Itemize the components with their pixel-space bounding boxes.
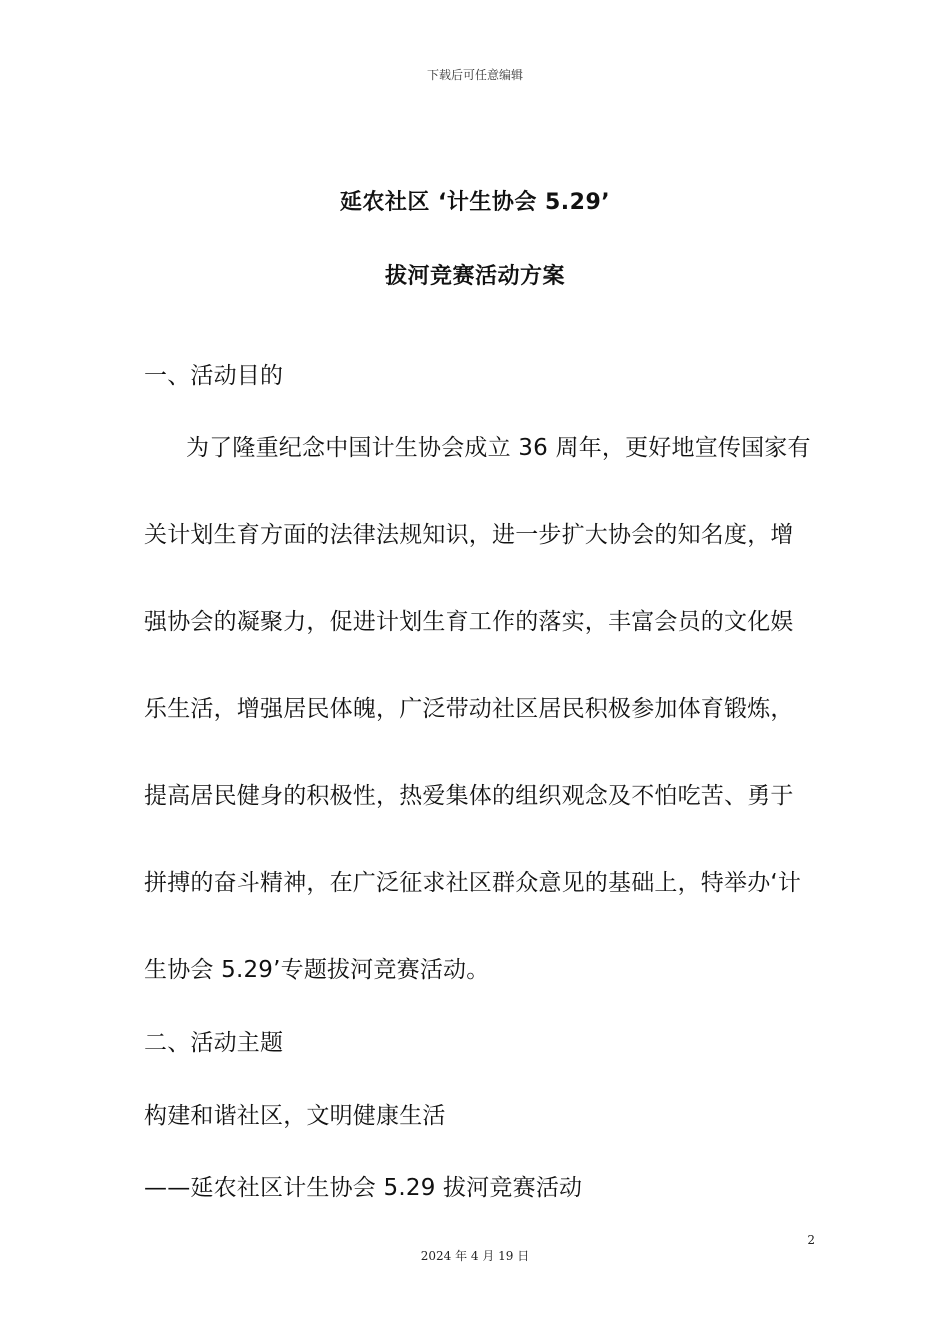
paragraph-line: 拼搏的奋斗精神，在广泛征求社区群众意见的基础上，特举办‘计 [144, 870, 802, 896]
section-heading-theme: 二、活动主题 [144, 1030, 284, 1056]
document-title-line-2: 拔河竞赛活动方案 [384, 264, 565, 289]
paragraph-line: 为了隆重纪念中国计生协会成立 36 周年，更好地宣传国家有 [186, 435, 811, 461]
page-number: 2 [807, 1233, 815, 1247]
document-title-line-1: 延农社区 ‘计生协会 5.29’ [339, 190, 611, 215]
footer-date: 2024 年 4 月 19 日 [420, 1249, 530, 1263]
section-heading-purpose: 一、活动目的 [144, 363, 284, 389]
page-header: 下载后可任意编辑 [426, 68, 523, 82]
paragraph-line: 提高居民健身的积极性，热爱集体的组织观念及不怕吃苦、勇于 [144, 783, 794, 809]
paragraph-line: 强协会的凝聚力，促进计划生育工作的落实，丰富会员的文化娱 [144, 609, 794, 635]
theme-subtitle: ——延农社区计生协会 5.29 拔河竞赛活动 [144, 1175, 583, 1201]
theme-text: 构建和谐社区，文明健康生活 [144, 1103, 446, 1129]
paragraph-line: 乐生活，增强居民体魄，广泛带动社区居民积极参加体育锻炼， [144, 696, 794, 722]
paragraph-line: 关计划生育方面的法律法规知识，进一步扩大协会的知名度，增 [144, 522, 794, 548]
paragraph-line: 生协会 5.29’专题拔河竞赛活动。 [144, 957, 490, 983]
